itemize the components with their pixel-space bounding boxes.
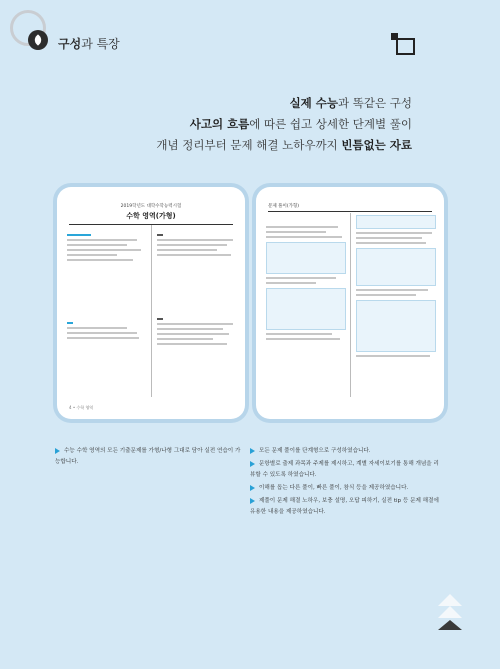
- text-line: [67, 332, 137, 334]
- solution-page-thumbnail: [256, 187, 444, 419]
- text-line: [157, 343, 227, 345]
- bullet-arrow-icon: [250, 485, 255, 491]
- text-line: [157, 249, 217, 251]
- corner-mark-icon: [391, 33, 413, 53]
- section-title-bold: 구성: [58, 37, 82, 51]
- bullet-arrow-icon: [250, 461, 255, 467]
- corner-mark-frame: [396, 38, 415, 55]
- intro-line-1-bold: 실제 수능: [289, 96, 339, 110]
- bullet-arrow-icon: [250, 498, 255, 504]
- concept-box: [356, 215, 436, 229]
- intro-line-2-bold: 사고의 흐름: [189, 117, 250, 131]
- question-block: [67, 231, 145, 264]
- text-line: [157, 328, 223, 330]
- exam-page-thumbnail: [57, 187, 245, 419]
- text-line: [266, 236, 342, 238]
- note-text: 이해를 돕는 다른 풀이, 빠른 풀이, 참식 등을 제공하였습니다.: [259, 485, 409, 491]
- note-text: 제풀이 문제 해결 노하우, 보충 설명, 오답 피하기, 실전 tip 등 문제 해결에 유용한 내용을 제공하였습니다.: [250, 498, 439, 515]
- question-block: [157, 315, 237, 348]
- intro-line-3-rest: 개념 정리부터 문제 해결 노하우까지: [156, 138, 342, 152]
- exam-header: 2019학년도 대학수학능력시험: [120, 204, 182, 209]
- logo-leaf-icon: [28, 30, 48, 50]
- chevron-up-icon: [438, 606, 462, 618]
- intro-line-1: [112, 93, 412, 114]
- text-line: [157, 244, 227, 246]
- text-line: [356, 232, 432, 234]
- intro-text: [112, 93, 412, 156]
- text-line: [157, 254, 231, 256]
- chevron-up-icon: [438, 620, 462, 630]
- text-line: [67, 254, 117, 256]
- note-item: [250, 483, 440, 494]
- text-line: [356, 289, 428, 291]
- concept-box: [266, 288, 346, 330]
- text-line: [356, 294, 416, 296]
- chevron-up-icon: [438, 594, 462, 606]
- text-line: [356, 355, 430, 357]
- intro-line-2: [112, 114, 412, 135]
- exam-title: 수학 영역(가형): [126, 212, 176, 220]
- section-title: [58, 35, 120, 52]
- question-number: [67, 322, 73, 324]
- question-block: [67, 319, 145, 342]
- text-line: [157, 323, 233, 325]
- solution-block: [266, 223, 346, 343]
- solution-block: [356, 215, 436, 360]
- bullet-arrow-icon: [55, 448, 60, 454]
- question-number: [157, 234, 163, 236]
- text-line: [67, 327, 127, 329]
- text-line: [266, 338, 340, 340]
- note-item: [250, 459, 440, 481]
- column-divider: [350, 213, 351, 397]
- note-item: [250, 496, 440, 518]
- intro-line-2-rest: 에 따른 쉽고 상세한 단계별 풀이: [249, 117, 412, 131]
- text-line: [67, 244, 127, 246]
- intro-line-3: [112, 135, 412, 156]
- text-line: [266, 277, 336, 279]
- intro-line-1-rest: 과 똑같은 구성: [338, 96, 412, 110]
- text-line: [356, 237, 422, 239]
- intro-line-3-bold: 빈틈없는 자료: [341, 138, 412, 152]
- solution-header: 문제 풀이(가형): [268, 204, 300, 209]
- question-tag: [67, 234, 91, 236]
- text-line: [266, 226, 338, 228]
- note-text: 문항별로 출제 과목과 주제를 제시하고, 계별 자세이보기를 통해 개념을 리뷰할 수 있도록 하였습니다.: [250, 461, 439, 478]
- text-line: [266, 231, 326, 233]
- note-text: 모든 문제 풀이를 단계형으로 구성하였습니다.: [259, 448, 371, 454]
- text-line: [67, 249, 141, 251]
- section-title-rest: 과 특장: [81, 37, 120, 51]
- text-line: [157, 333, 229, 335]
- text-line: [67, 337, 139, 339]
- page-footer: 4 • 수학 영역: [69, 405, 94, 410]
- text-line: [67, 259, 133, 261]
- text-line: [266, 282, 316, 284]
- notes-left: [55, 446, 245, 470]
- note-item: [55, 446, 245, 468]
- question-number: [157, 318, 163, 320]
- solution-header-rule: [268, 211, 432, 212]
- notes-right: [250, 446, 440, 520]
- text-line: [157, 338, 213, 340]
- question-block: [157, 231, 237, 259]
- text-line: [356, 242, 426, 244]
- note-text: 수능 수학 영역의 모든 기출문제를 가형/나형 그대로 담아 실전 연습이 가능합니다.: [55, 448, 241, 465]
- concept-box: [356, 300, 436, 352]
- note-item: [250, 446, 440, 457]
- text-line: [67, 239, 137, 241]
- text-line: [266, 333, 332, 335]
- text-line: [157, 239, 233, 241]
- concept-box: [356, 248, 436, 286]
- bullet-arrow-icon: [250, 448, 255, 454]
- column-divider: [151, 225, 152, 397]
- concept-box: [266, 242, 346, 274]
